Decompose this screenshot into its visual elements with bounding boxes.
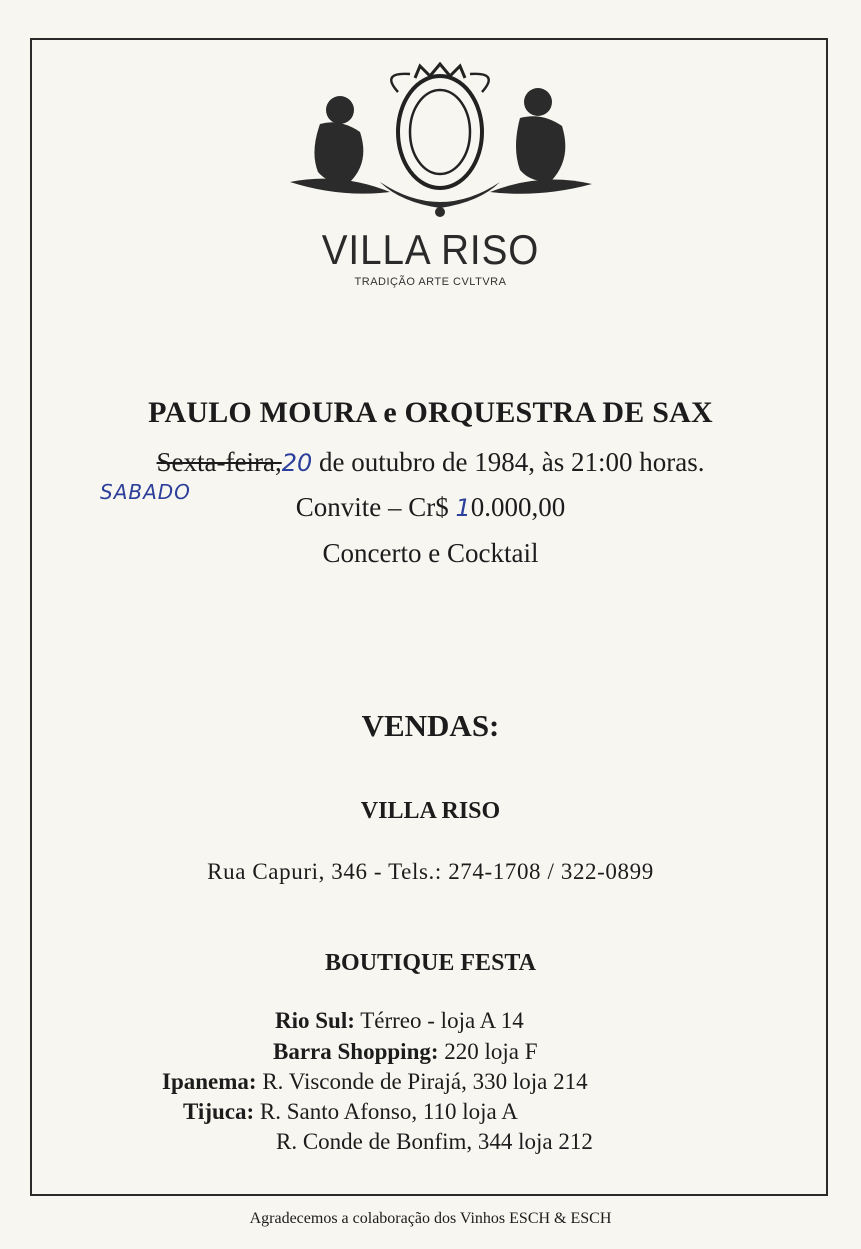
store-label: Ipanema: xyxy=(162,1069,257,1094)
brand-name: VILLA RISO xyxy=(321,226,540,273)
boutique-name: BOUTIQUE FESTA xyxy=(325,950,536,976)
event-title: PAULO MOURA e ORQUESTRA DE SAX xyxy=(148,396,713,429)
price-rest: 0.000,00 xyxy=(470,492,566,522)
store-line xyxy=(162,1069,588,1095)
handwritten-weekday: SABADO xyxy=(100,480,191,504)
store-label: Rio Sul: xyxy=(275,1008,355,1033)
store-line xyxy=(275,1008,524,1034)
store-label: Barra Shopping: xyxy=(273,1039,439,1064)
store-detail: R. Santo Afonso, 110 loja A xyxy=(259,1099,518,1124)
brand-tagline: TRADIÇÃO ARTE CVLTVRA xyxy=(354,276,507,288)
venue-name: VILLA RISO xyxy=(360,798,501,824)
event-program: Concerto e Cocktail xyxy=(322,538,539,568)
invite-prefix: Convite – Cr$ xyxy=(295,492,449,522)
struck-weekday: Sexta-feira, xyxy=(156,447,282,477)
sales-heading: VENDAS: xyxy=(361,708,500,743)
store-line xyxy=(183,1099,518,1125)
crest-emblem-icon xyxy=(280,62,600,222)
store-detail: Térreo - loja A 14 xyxy=(360,1008,524,1033)
date-rest: de outubro de 1984, às 21:00 horas. xyxy=(319,447,705,477)
invite-price-line xyxy=(0,492,861,523)
venue-address: Rua Capuri, 346 - Tels.: 274-1708 / 322-0899 xyxy=(207,859,654,884)
handwritten-day: 20 xyxy=(281,449,313,477)
handwritten-price-digit: 1 xyxy=(455,494,471,522)
store-detail: R. Visconde de Pirajá, 330 loja 214 xyxy=(262,1069,588,1094)
store-line xyxy=(273,1039,538,1065)
store-line xyxy=(276,1129,593,1155)
store-detail: R. Conde de Bonfim, 344 loja 212 xyxy=(276,1129,593,1154)
store-label: Tijuca: xyxy=(183,1099,255,1124)
footer-credit: Agradecemos a colaboração dos Vinhos ESCH & ESCH xyxy=(249,1210,612,1227)
store-detail: 220 loja F xyxy=(444,1039,538,1064)
event-date-line xyxy=(0,447,861,478)
